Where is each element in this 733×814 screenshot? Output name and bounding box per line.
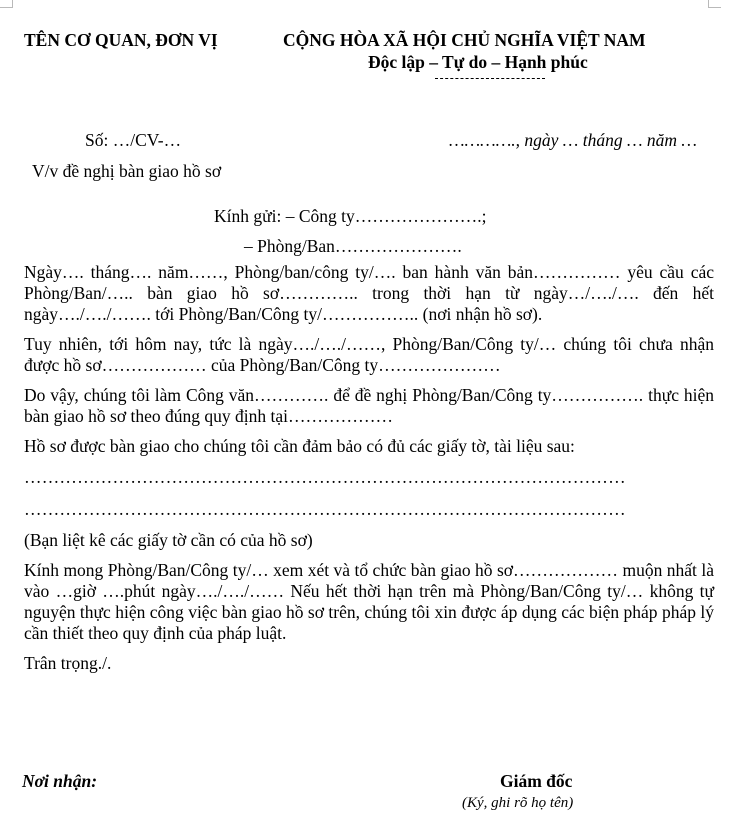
paragraph-5: Kính mong Phòng/Ban/Công ty/… xem xét và tổ chức bàn giao hồ sơ……………… muộn nhất là vào …giờ ….phút ngày…./…./…… Nếu hết thời hạn trên mà Phòng/Ban/Công ty/… không tự nguyện thực hiện công việc bàn giao hồ sơ trên, chúng tôi xin được áp dụng các biện pháp pháp lý cần thiết theo quy định của pháp luật. — [24, 560, 714, 643]
recipient-company: Kính gửi: – Công ty………………….; — [214, 206, 487, 226]
country-name: CỘNG HÒA XÃ HỘI CHỦ NGHĨA VIỆT NAM — [283, 30, 646, 50]
signer-note: (Ký, ghi rõ họ tên) — [462, 795, 574, 811]
paragraph-hint: (Bạn liệt kê các giấy tờ cần có của hồ sơ) — [24, 530, 313, 550]
crop-mark-top-left — [0, 0, 13, 8]
paragraph-3: Do vậy, chúng tôi làm Công văn…………. để đề nghị Phòng/Ban/Công ty……………. thực hiện bàn giao hồ sơ theo đúng quy định tại……………… — [24, 385, 714, 426]
document-subject: V/v đề nghị bàn giao hồ sơ — [32, 161, 222, 181]
dotted-line-1: ………………………………………………………………………………………… — [24, 467, 626, 487]
org-name: TÊN CƠ QUAN, ĐƠN VỊ — [24, 30, 218, 50]
motto-underline — [435, 78, 545, 79]
document-date: …………., ngày … tháng … năm … — [449, 130, 697, 150]
paragraph-4: Hồ sơ được bàn giao cho chúng tôi cần đảm bảo có đủ các giấy tờ, tài liệu sau: — [24, 436, 575, 456]
national-motto: Độc lập – Tự do – Hạnh phúc — [368, 52, 588, 72]
document-body — [24, 262, 714, 683]
paragraph-2: Tuy nhiên, tới hôm nay, tức là ngày…./…./……, Phòng/Ban/Công ty/… chúng tôi chưa nhận được hồ sơ……………… của Phòng/Ban/Công ty………………… — [24, 334, 714, 375]
recipients-label: Nơi nhận: — [22, 771, 98, 791]
closing: Trân trọng./. — [24, 653, 112, 673]
recipient-department: – Phòng/Ban…………………. — [244, 236, 462, 256]
crop-mark-top-right — [708, 0, 721, 8]
document-number: Số: …/CV-… — [85, 130, 182, 150]
paragraph-1: Ngày…. tháng…. năm……, Phòng/ban/công ty/…. ban hành văn bản…………… yêu cầu các Phòng/Ban/….. bàn giao hồ sơ………….. trong thời hạn từ ngày…/…./…. đến hết ngày…./…./……. tới Phòng/Ban/Công ty/…………….. (nơi nhận hồ sơ). — [24, 262, 714, 324]
signer-title: Giám đốc — [500, 771, 573, 791]
dotted-line-2: ………………………………………………………………………………………… — [24, 499, 626, 519]
document-header — [0, 30, 733, 100]
